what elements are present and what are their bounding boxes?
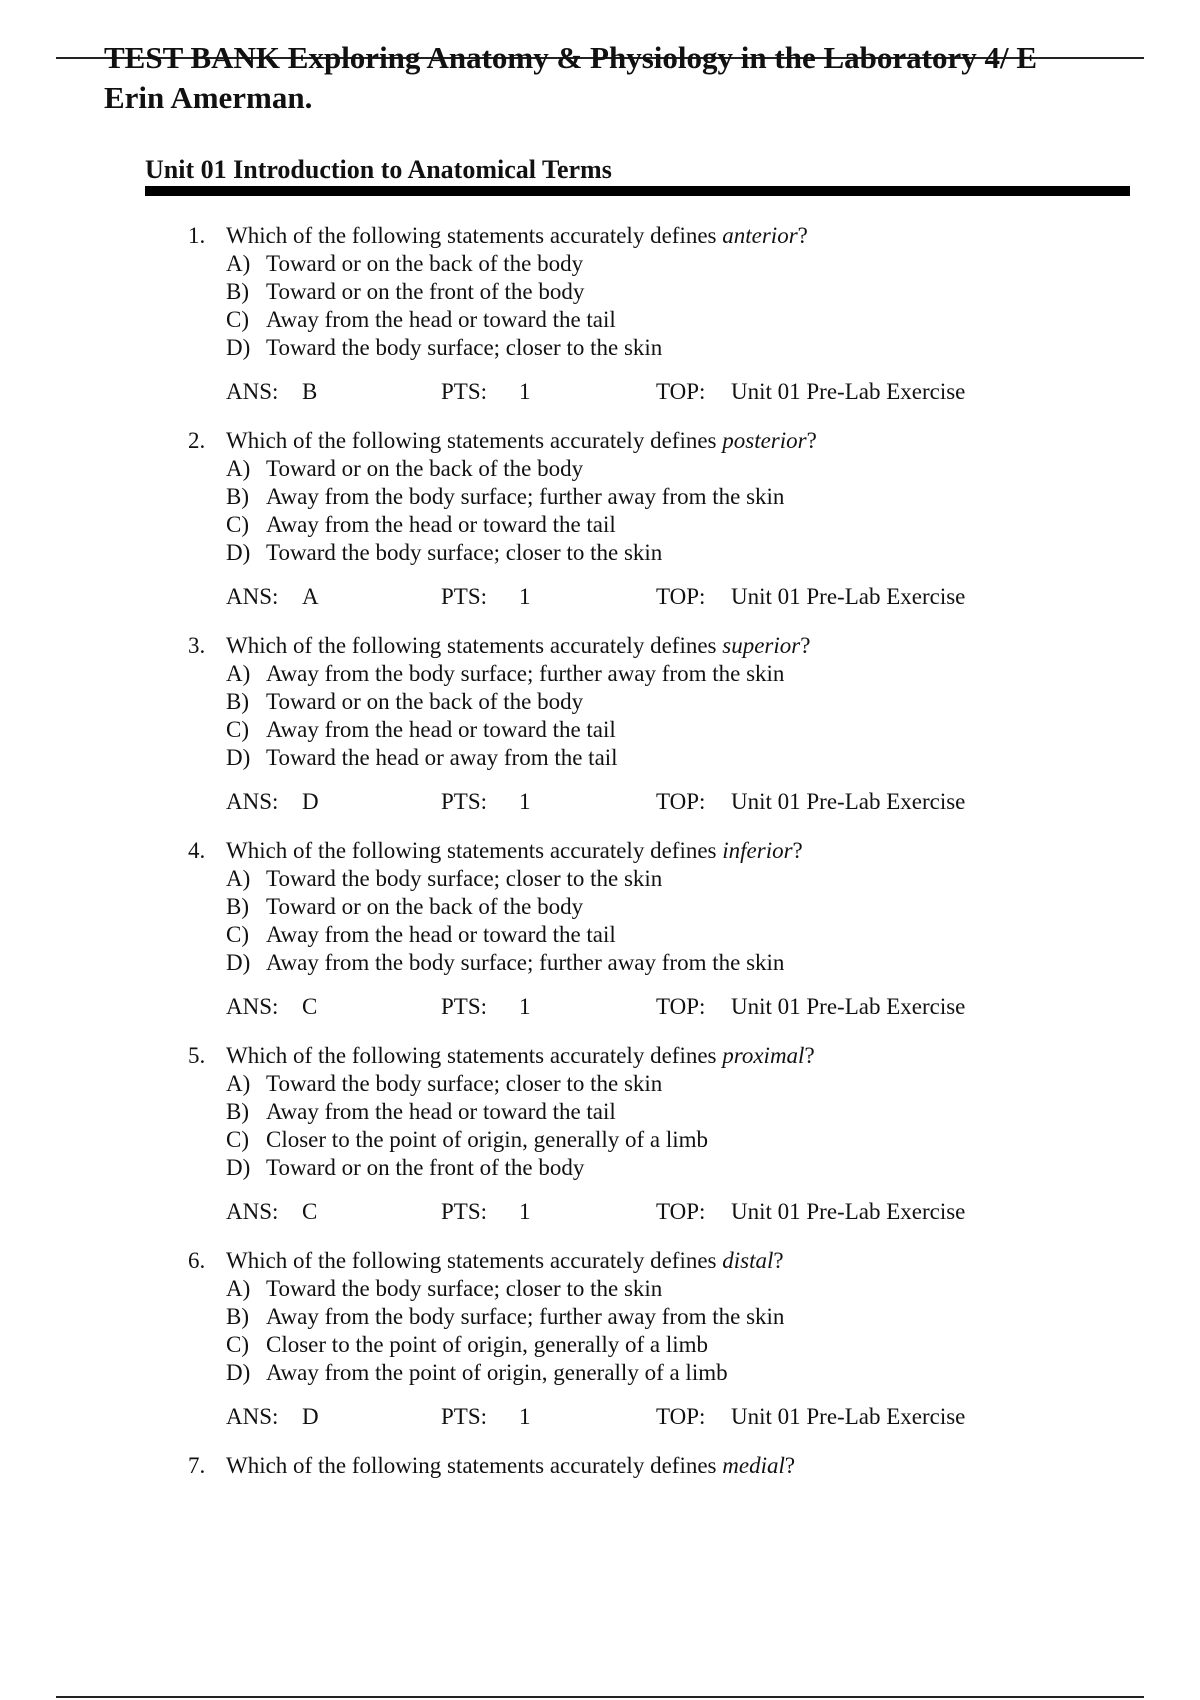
question-term: superior (722, 633, 801, 658)
top-label: TOP: (656, 1404, 706, 1429)
option-letter: B) (226, 484, 249, 509)
option-letter: B) (226, 689, 249, 714)
option-letter: A) (226, 1071, 251, 1096)
question-number: 4. (188, 838, 206, 863)
pts-label: PTS: (441, 1199, 488, 1224)
answer-option (226, 539, 1108, 567)
pts-label: PTS: (441, 994, 488, 1019)
question-stem (188, 427, 1108, 455)
option-letter: C) (226, 922, 249, 947)
question-stem (188, 1042, 1108, 1070)
top-value: Unit 01 Pre-Lab Exercise (731, 789, 966, 814)
answer-options (188, 250, 1108, 362)
option-text: Away from the body surface; further away from the skin (266, 484, 785, 509)
option-text: Toward the body surface; closer to the skin (266, 540, 663, 565)
option-letter: D) (226, 950, 251, 975)
question-term: posterior (722, 428, 807, 453)
answer-option (226, 334, 1108, 362)
option-text: Toward or on the back of the body (266, 689, 584, 714)
question-list (188, 222, 1108, 1501)
answer-key-row (226, 583, 1108, 611)
answer-options (188, 455, 1108, 567)
option-letter: A) (226, 1276, 251, 1301)
answer-option (226, 1275, 1108, 1303)
pts-label: PTS: (441, 584, 488, 609)
ans-label: ANS: (226, 789, 279, 814)
answer-option (226, 716, 1108, 744)
pts-value: 1 (519, 1404, 531, 1429)
question-stem (188, 1247, 1108, 1275)
option-letter: B) (226, 1099, 249, 1124)
answer-option (226, 306, 1108, 334)
top-value: Unit 01 Pre-Lab Exercise (731, 994, 966, 1019)
top-label: TOP: (656, 584, 706, 609)
answer-key-row (226, 788, 1108, 816)
question-stem (188, 222, 1108, 250)
option-text: Away from the body surface; further away from the skin (266, 950, 785, 975)
question-text: Which of the following statements accurately defines (226, 223, 723, 248)
option-letter: D) (226, 745, 251, 770)
option-letter: B) (226, 894, 249, 919)
top-value: Unit 01 Pre-Lab Exercise (731, 584, 966, 609)
answer-option (226, 865, 1108, 893)
ans-value: A (302, 584, 319, 609)
question-mark: ? (797, 223, 808, 248)
answer-options (188, 865, 1108, 977)
question-text: Which of the following statements accurately defines (226, 428, 723, 453)
option-letter: A) (226, 866, 251, 891)
option-text: Closer to the point of origin, generally of a limb (266, 1127, 709, 1152)
question-term: anterior (722, 223, 798, 248)
option-letter: D) (226, 1360, 251, 1385)
answer-option (226, 1098, 1108, 1126)
answer-option (226, 1070, 1108, 1098)
answer-option (226, 1359, 1108, 1387)
question-text: Which of the following statements accurately defines (226, 1043, 723, 1068)
option-text: Toward the body surface; closer to the skin (266, 335, 663, 360)
option-text: Away from the body surface; further away from the skin (266, 1304, 785, 1329)
answer-option (226, 1126, 1108, 1154)
answer-option (226, 893, 1108, 921)
question-term: medial (722, 1453, 785, 1478)
option-text: Away from the head or toward the tail (266, 307, 616, 332)
answer-option (226, 1331, 1108, 1359)
ans-label: ANS: (226, 994, 279, 1019)
answer-option (226, 660, 1108, 688)
top-value: Unit 01 Pre-Lab Exercise (731, 1404, 966, 1429)
question-term: proximal (722, 1043, 805, 1068)
option-letter: C) (226, 307, 249, 332)
question-mark: ? (806, 428, 817, 453)
question-item (188, 222, 1108, 406)
option-letter: D) (226, 335, 251, 360)
question-term: distal (722, 1248, 774, 1273)
option-letter: B) (226, 279, 249, 304)
question-number: 1. (188, 223, 206, 248)
question-item (188, 1247, 1108, 1431)
question-item (188, 1042, 1108, 1226)
ans-label: ANS: (226, 379, 279, 404)
answer-options (188, 1070, 1108, 1182)
top-label: TOP: (656, 789, 706, 814)
unit-heading: Unit 01 Introduction to Anatomical Terms (145, 155, 612, 184)
option-letter: C) (226, 1332, 249, 1357)
question-number: 2. (188, 428, 206, 453)
pts-value: 1 (519, 789, 531, 814)
option-text: Toward or on the front of the body (266, 1155, 585, 1180)
option-letter: A) (226, 456, 251, 481)
ans-value: C (302, 994, 318, 1019)
option-text: Away from the head or toward the tail (266, 717, 616, 742)
answer-option (226, 744, 1108, 772)
answer-key-row (226, 1198, 1108, 1226)
answer-option (226, 455, 1108, 483)
question-stem (188, 837, 1108, 865)
pts-label: PTS: (441, 379, 488, 404)
top-value: Unit 01 Pre-Lab Exercise (731, 379, 966, 404)
option-letter: C) (226, 717, 249, 742)
option-letter: C) (226, 512, 249, 537)
question-stem (188, 1452, 1108, 1480)
top-label: TOP: (656, 379, 706, 404)
question-mark: ? (792, 838, 803, 863)
option-letter: A) (226, 251, 251, 276)
top-value: Unit 01 Pre-Lab Exercise (731, 1199, 966, 1224)
document-title: TEST BANK Exploring Anatomy & Physiology in the Laboratory 4/ E Erin Amerman. (104, 40, 1037, 115)
answer-option (226, 1154, 1108, 1182)
pts-label: PTS: (441, 1404, 488, 1429)
option-letter: A) (226, 661, 251, 686)
question-text: Which of the following statements accurately defines (226, 633, 723, 658)
unit-heading-rule (145, 186, 1130, 196)
question-number: 7. (188, 1453, 206, 1478)
option-text: Away from the head or toward the tail (266, 922, 616, 947)
question-text: Which of the following statements accurately defines (226, 838, 723, 863)
option-text: Closer to the point of origin, generally of a limb (266, 1332, 709, 1357)
pts-value: 1 (519, 1199, 531, 1224)
question-item (188, 632, 1108, 816)
option-text: Away from the point of origin, generally of a limb (266, 1360, 728, 1385)
pts-value: 1 (519, 584, 531, 609)
question-mark: ? (773, 1248, 784, 1273)
question-text: Which of the following statements accurately defines (226, 1248, 723, 1273)
question-term: inferior (722, 838, 793, 863)
answer-option (226, 1303, 1108, 1331)
option-text: Away from the head or toward the tail (266, 1099, 616, 1124)
question-item (188, 427, 1108, 611)
answer-key-row (226, 378, 1108, 406)
answer-option (226, 921, 1108, 949)
answer-option (226, 949, 1108, 977)
option-text: Toward or on the back of the body (266, 456, 584, 481)
page-bottom-rule (56, 1696, 1144, 1698)
option-text: Toward or on the back of the body (266, 251, 584, 276)
ans-label: ANS: (226, 1404, 279, 1429)
ans-value: D (302, 789, 319, 814)
answer-option (226, 483, 1108, 511)
top-label: TOP: (656, 994, 706, 1019)
question-text: Which of the following statements accurately defines (226, 1453, 723, 1478)
answer-option (226, 511, 1108, 539)
ans-label: ANS: (226, 584, 279, 609)
option-letter: D) (226, 540, 251, 565)
option-text: Toward the body surface; closer to the skin (266, 1276, 663, 1301)
pts-value: 1 (519, 379, 531, 404)
option-text: Toward the body surface; closer to the skin (266, 866, 663, 891)
question-item (188, 1452, 1108, 1480)
answer-option (226, 688, 1108, 716)
option-text: Toward or on the front of the body (266, 279, 585, 304)
question-item (188, 837, 1108, 1021)
top-label: TOP: (656, 1199, 706, 1224)
pts-label: PTS: (441, 789, 488, 814)
question-mark: ? (800, 633, 811, 658)
answer-option (226, 278, 1108, 306)
ans-value: B (302, 379, 318, 404)
question-number: 6. (188, 1248, 206, 1273)
question-number: 5. (188, 1043, 206, 1068)
ans-label: ANS: (226, 1199, 279, 1224)
option-text: Toward or on the back of the body (266, 894, 584, 919)
option-letter: C) (226, 1127, 249, 1152)
option-text: Away from the body surface; further away from the skin (266, 661, 785, 686)
answer-key-row (226, 993, 1108, 1021)
question-mark: ? (784, 1453, 796, 1478)
answer-option (226, 250, 1108, 278)
option-text: Away from the head or toward the tail (266, 512, 616, 537)
ans-value: C (302, 1199, 318, 1224)
answer-options (188, 660, 1108, 772)
answer-key-row (226, 1403, 1108, 1431)
ans-value: D (302, 1404, 319, 1429)
option-text: Toward the body surface; closer to the skin (266, 1071, 663, 1096)
question-number: 3. (188, 633, 206, 658)
question-mark: ? (804, 1043, 815, 1068)
pts-value: 1 (519, 994, 531, 1019)
option-letter: D) (226, 1155, 251, 1180)
question-stem (188, 632, 1108, 660)
option-letter: B) (226, 1304, 249, 1329)
answer-options (188, 1275, 1108, 1387)
option-text: Toward the head or away from the tail (266, 745, 618, 770)
